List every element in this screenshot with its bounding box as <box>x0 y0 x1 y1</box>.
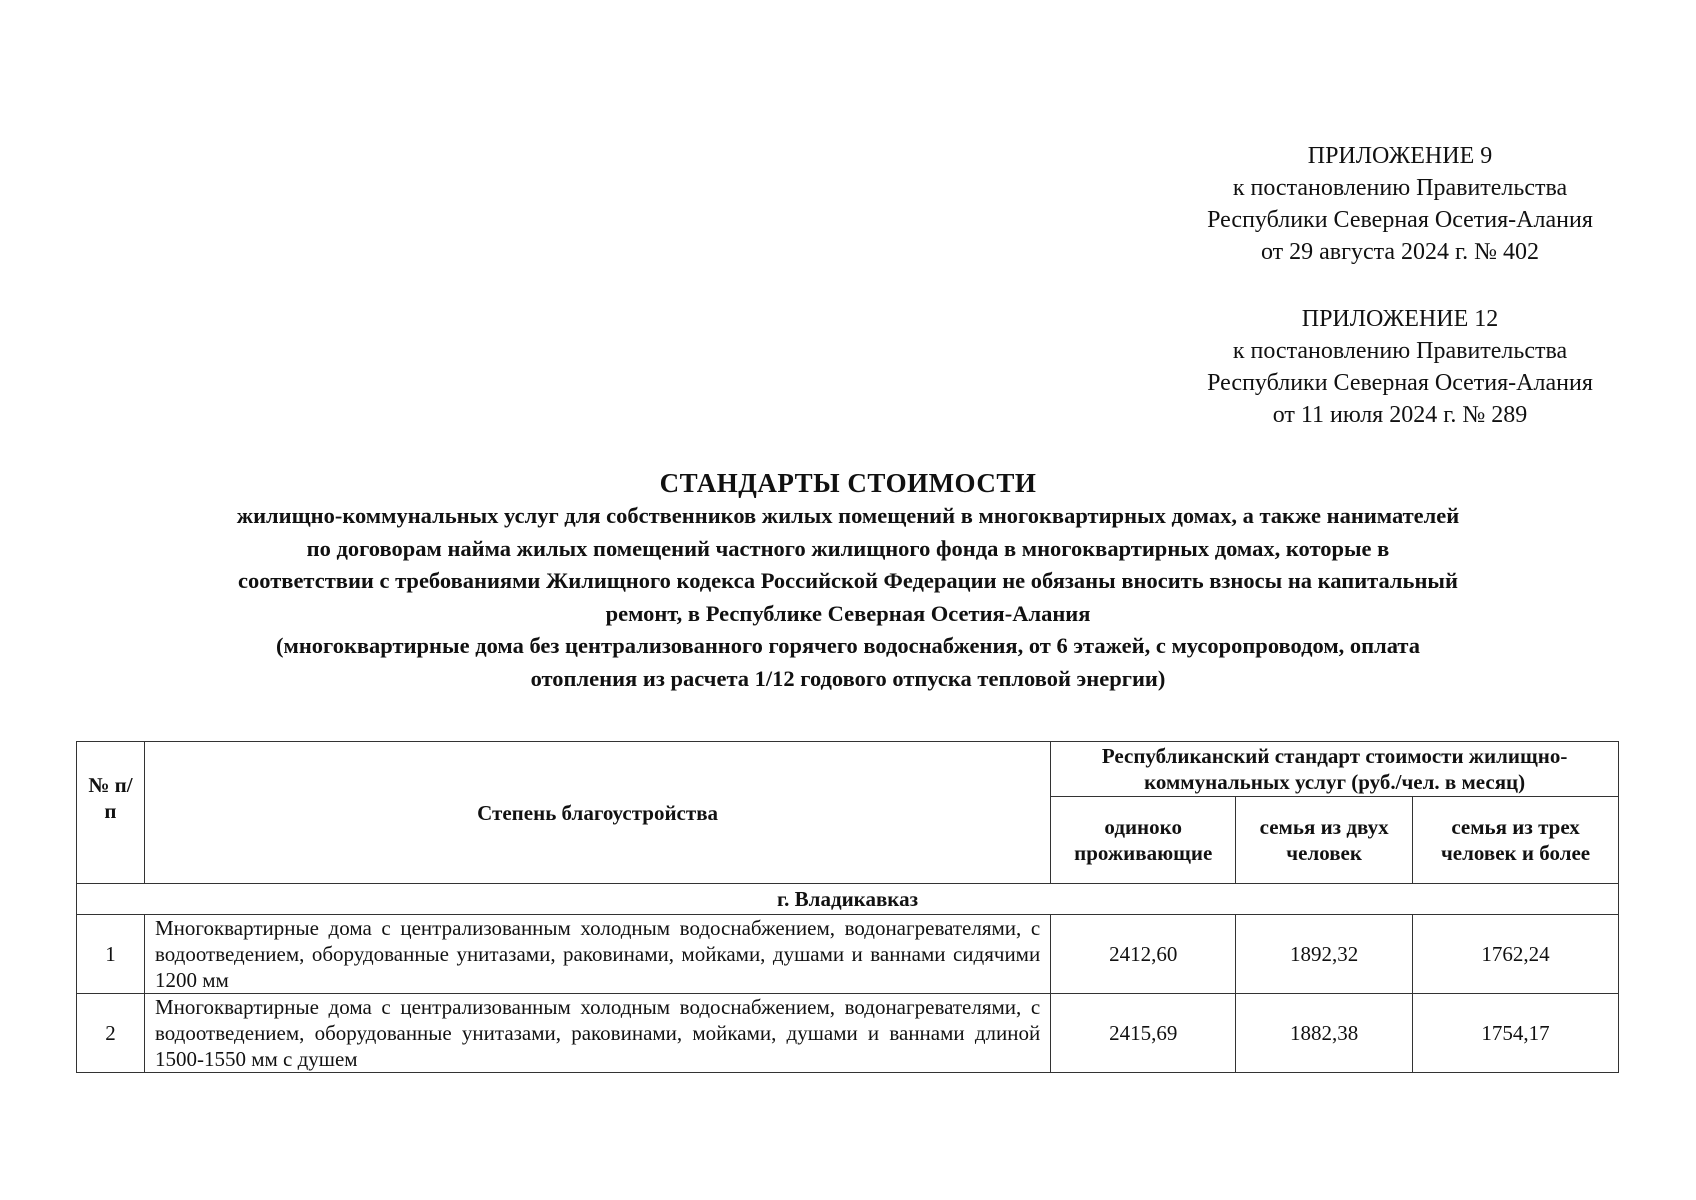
header-three-plus: семья из трех человек и более <box>1413 797 1619 884</box>
heading-line: соответствии с требованиями Жилищного кодекса Российской Федерации не обязаны вносить взносы на капитальный <box>238 568 1458 593</box>
header-number: № п/п <box>77 742 145 884</box>
appendix-line: к постановлению Правительства <box>1232 175 1568 201</box>
appendix-line: Республики Северная Осетия-Алания <box>1207 370 1593 396</box>
heading-line: по договорам найма жилых помещений частного жилищного фонда в многоквартирных домах, которые в <box>306 535 1390 561</box>
appendix-9-block <box>1170 140 1630 268</box>
row-description: Многоквартирные дома с централизованным холодным водоснабжением, водонагревателями, с водоотведением, оборудованные унитазами, раковинами, мойками, душами и ваннами сидячими 1200 мм <box>144 915 1050 994</box>
header-standard-group: Республиканский стандарт стоимости жилищно-коммунальных услуг (руб./чел. в месяц) <box>1051 742 1619 797</box>
heading-line: жилищно-коммунальных услуг для собственников жилых помещений в многоквартирных домах, а также нанимателей <box>236 503 1460 528</box>
appendix-line: от 11 июля 2024 г. № 289 <box>1272 402 1528 428</box>
row-value-single: 2415,69 <box>1051 994 1236 1073</box>
heading-line: (многоквартирные дома без централизованного горячего водоснабжения, от 6 этажей, с мусоропроводом, оплата <box>276 633 1420 658</box>
row-value-two: 1882,38 <box>1236 994 1413 1073</box>
row-number: 1 <box>77 915 145 994</box>
row-description: Многоквартирные дома с централизованным холодным водоснабжением, водонагревателями, с водоотведением, оборудованные унитазами, раковинами, мойками, душами и ваннами длиной 1500-1550 мм с душем <box>144 994 1050 1073</box>
table-row <box>77 915 1619 994</box>
city-name: г. Владикавказ <box>77 884 1619 915</box>
standards-table <box>76 741 1619 1073</box>
row-number: 2 <box>77 994 145 1073</box>
city-row <box>77 884 1619 915</box>
row-value-single: 2412,60 <box>1051 915 1236 994</box>
header-single: одиноко проживающие <box>1051 797 1236 884</box>
table-row <box>77 994 1619 1073</box>
appendix-12-block <box>1170 303 1630 431</box>
document-heading <box>60 466 1636 695</box>
document-title: СТАНДАРТЫ СТОИМОСТИ <box>659 468 1037 498</box>
heading-line: отопления из расчета 1/12 годового отпуска тепловой энергии) <box>530 665 1166 691</box>
appendix-line: Республики Северная Осетия-Алания <box>1207 207 1593 233</box>
header-two-person: семья из двух человек <box>1236 797 1413 884</box>
appendix-line: от 29 августа 2024 г. № 402 <box>1260 239 1540 265</box>
row-value-three: 1754,17 <box>1413 994 1619 1073</box>
row-value-three: 1762,24 <box>1413 915 1619 994</box>
header-improvement-degree: Степень благоустройства <box>144 742 1050 884</box>
table-header-row <box>77 742 1619 797</box>
appendix-title: ПРИЛОЖЕНИЕ 12 <box>1301 306 1499 332</box>
appendix-line: к постановлению Правительства <box>1232 338 1568 364</box>
row-value-two: 1892,32 <box>1236 915 1413 994</box>
heading-line: ремонт, в Республике Северная Осетия-Алания <box>605 600 1091 626</box>
appendix-title: ПРИЛОЖЕНИЕ 9 <box>1307 143 1493 169</box>
